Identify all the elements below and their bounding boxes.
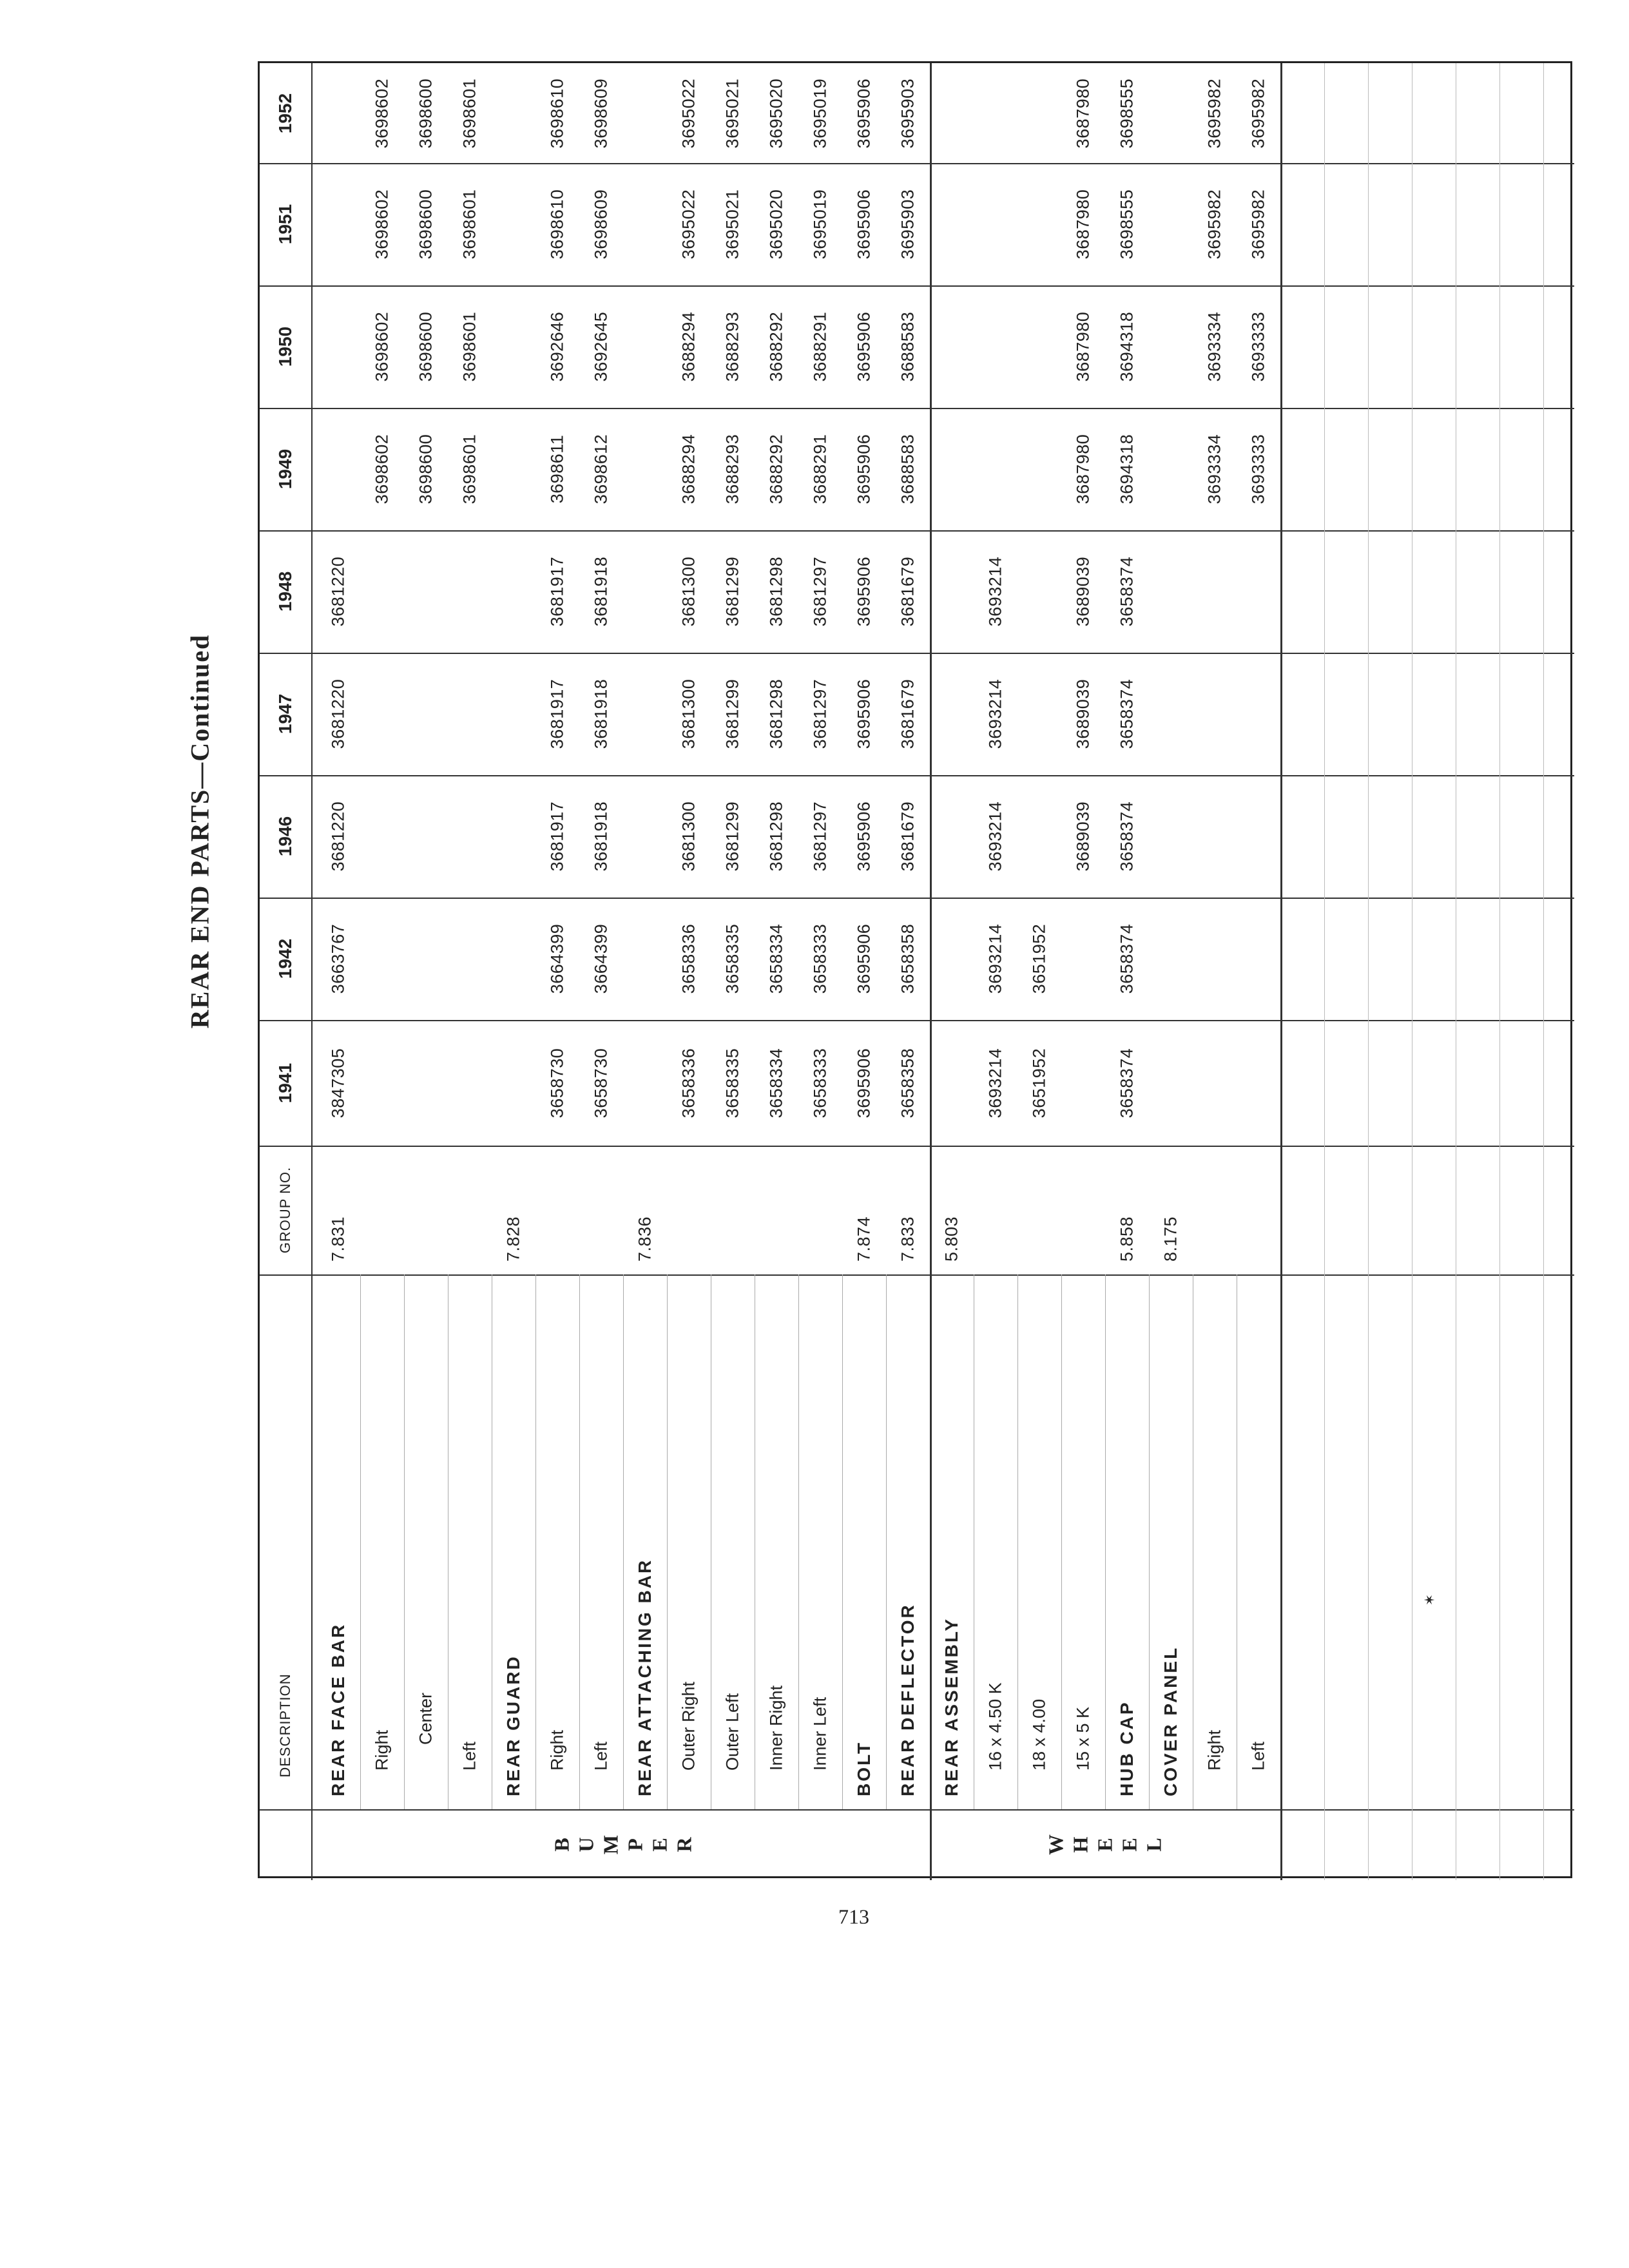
header-year-1952: 1952 (275, 93, 295, 133)
empty-row-divider (1368, 63, 1369, 1880)
header-year-1942: 1942 (275, 938, 295, 979)
row-group-no: 7.833 (898, 1216, 918, 1262)
row-value-1947: 3681297 (810, 678, 830, 749)
row-value-1951: 3695982 (1248, 189, 1268, 260)
row-value-1942: 3658334 (766, 923, 786, 994)
row-value-1947: 3658374 (1117, 678, 1137, 749)
row-value-1948: 3681297 (810, 556, 830, 627)
row-value-1948: 3693214 (985, 556, 1005, 627)
row-group-no: 7.874 (854, 1216, 874, 1262)
section-letter: P (623, 1838, 647, 1851)
row-value-1942: 3658374 (1117, 923, 1137, 994)
header-year-1947: 1947 (275, 693, 295, 735)
row-value-1948: 3695906 (854, 556, 874, 627)
section-letter: B (550, 1838, 574, 1852)
row-description: REAR ATTACHING BAR (635, 1558, 655, 1796)
row-value-1949: 3688294 (679, 434, 699, 505)
page-number: 713 (838, 1905, 869, 1928)
row-value-1951: 3695019 (810, 189, 830, 260)
row-description: REAR FACE BAR (328, 1622, 348, 1796)
row-value-1946: 3681220 (328, 801, 348, 872)
row-description: Right (372, 1729, 392, 1771)
row-value-1949: 3698602 (372, 434, 392, 505)
row-value-1951: 3698601 (459, 189, 479, 260)
row-value-1950: 3694318 (1117, 311, 1137, 382)
row-value-1951: 3698555 (1117, 189, 1137, 260)
row-value-1952: 3687980 (1073, 78, 1093, 148)
row-description: Left (459, 1741, 479, 1771)
row-value-1947: 3681220 (328, 678, 348, 749)
row-value-1948: 3681298 (766, 556, 786, 627)
row-value-1941: 3847305 (328, 1048, 348, 1118)
row-value-1950: 3687980 (1073, 311, 1093, 382)
section-letter: L (1142, 1838, 1166, 1852)
row-value-1946: 3681298 (766, 801, 786, 872)
row-divider (579, 1274, 580, 1809)
row-value-1952: 3698609 (591, 78, 611, 148)
row-group-no: 7.831 (328, 1216, 348, 1262)
row-value-1946: 3693214 (985, 801, 1005, 872)
row-divider (798, 1274, 799, 1809)
row-description: COVER PANEL (1161, 1646, 1181, 1796)
row-value-1942: 3664399 (591, 923, 611, 994)
row-description: HUB CAP (1117, 1700, 1137, 1796)
row-value-1950: 3693333 (1248, 311, 1268, 382)
row-group-no: 7.828 (503, 1216, 523, 1262)
row-value-1941: 3658336 (679, 1048, 699, 1118)
row-value-1948: 3658374 (1117, 556, 1137, 627)
row-value-1952: 3698555 (1117, 78, 1137, 148)
row-value-1951: 3698602 (372, 189, 392, 260)
row-value-1949: 3687980 (1073, 434, 1093, 505)
row-description: REAR GUARD (503, 1655, 523, 1796)
row-value-1950: 3692645 (591, 311, 611, 382)
section-letter: W (1044, 1834, 1068, 1855)
row-value-1941: 3658333 (810, 1048, 830, 1118)
band-divider (260, 1809, 1574, 1811)
row-value-1948: 3681918 (591, 556, 611, 627)
row-value-1950: 3698600 (416, 311, 436, 382)
section-letter: E (648, 1838, 671, 1852)
row-value-1946: 3681918 (591, 801, 611, 872)
row-description: REAR ASSEMBLY (941, 1617, 961, 1796)
row-value-1949: 3698600 (416, 434, 436, 505)
row-value-1952: 3698602 (372, 78, 392, 148)
row-value-1951: 3695903 (898, 189, 918, 260)
stray-mark: ✶ (1422, 1593, 1438, 1606)
row-value-1950: 3688583 (898, 311, 918, 382)
row-description: BOLT (854, 1740, 874, 1796)
row-value-1946: 3681679 (898, 801, 918, 872)
row-description: Center (416, 1692, 436, 1745)
row-value-1949: 3688292 (766, 434, 786, 505)
band-divider (260, 163, 1574, 164)
row-value-1952: 3695019 (810, 78, 830, 148)
row-value-1947: 3689039 (1073, 678, 1093, 749)
row-value-1949: 3693333 (1248, 434, 1268, 505)
row-description: Outer Left (722, 1693, 742, 1771)
row-value-1950: 3698602 (372, 311, 392, 382)
empty-row-divider (1324, 63, 1325, 1880)
row-group-no: 5.858 (1117, 1216, 1137, 1262)
page-title: REAR END PARTS—Continued (185, 633, 215, 1029)
row-value-1942: 3693214 (985, 923, 1005, 994)
row-value-1941: 3693214 (985, 1048, 1005, 1118)
row-value-1952: 3695022 (679, 78, 699, 148)
row-description: Left (1248, 1741, 1268, 1771)
row-value-1946: 3681917 (547, 801, 567, 872)
section-letter: U (574, 1837, 598, 1852)
row-value-1946: 3658374 (1117, 801, 1137, 872)
row-value-1952: 3698600 (416, 78, 436, 148)
row-divider (623, 1274, 624, 1809)
row-value-1951: 3695982 (1204, 189, 1224, 260)
row-value-1948: 3681917 (547, 556, 567, 627)
row-value-1947: 3693214 (985, 678, 1005, 749)
section-letter: M (599, 1834, 622, 1855)
section-letter: E (1093, 1838, 1117, 1852)
header-year-1951: 1951 (275, 204, 295, 245)
row-value-1946: 3681300 (679, 801, 699, 872)
row-description: Outer Right (679, 1681, 699, 1771)
row-value-1950: 3693334 (1204, 311, 1224, 382)
section-divider (1280, 63, 1282, 1880)
row-value-1951: 3687980 (1073, 189, 1093, 260)
row-value-1952: 3695982 (1204, 78, 1224, 148)
row-value-1947: 3681299 (722, 678, 742, 749)
row-divider (667, 1274, 668, 1809)
header-year-1949: 1949 (275, 448, 295, 490)
row-description: 18 x 4.00 (1029, 1698, 1049, 1771)
row-value-1941: 3658335 (722, 1048, 742, 1118)
row-value-1952: 3695982 (1248, 78, 1268, 148)
row-divider (1017, 1274, 1018, 1809)
row-value-1950: 3692646 (547, 311, 567, 382)
row-value-1948: 3681300 (679, 556, 699, 627)
row-value-1949: 3693334 (1204, 434, 1224, 505)
row-value-1950: 3688294 (679, 311, 699, 382)
row-group-no: 5.803 (941, 1216, 961, 1262)
header-year-1941: 1941 (275, 1062, 295, 1103)
row-value-1948: 3681220 (328, 556, 348, 627)
row-value-1952: 3695903 (898, 78, 918, 148)
row-divider (360, 1274, 361, 1809)
header-divider (311, 63, 313, 1880)
row-value-1950: 3695906 (854, 311, 874, 382)
row-value-1951: 3695021 (722, 189, 742, 260)
row-value-1947: 3681300 (679, 678, 699, 749)
empty-row-divider (1543, 63, 1544, 1880)
row-value-1942: 3658336 (679, 923, 699, 994)
band-divider (260, 1146, 1574, 1147)
row-divider (886, 1274, 887, 1809)
row-value-1946: 3689039 (1073, 801, 1093, 872)
row-value-1950: 3698601 (459, 311, 479, 382)
section-letter: E (1117, 1838, 1141, 1852)
band-divider (260, 1020, 1574, 1021)
row-description: 15 x 5 K (1073, 1706, 1093, 1771)
row-value-1941: 3658730 (591, 1048, 611, 1118)
row-description: REAR DEFLECTOR (898, 1603, 918, 1796)
row-divider (535, 1274, 536, 1809)
row-value-1949: 3698611 (547, 434, 567, 504)
row-value-1952: 3695906 (854, 78, 874, 148)
row-group-no: 7.836 (635, 1216, 655, 1262)
row-value-1952: 3698601 (459, 78, 479, 148)
row-divider (842, 1274, 843, 1809)
section-letter: H (1068, 1836, 1092, 1853)
header-year-1950: 1950 (275, 326, 295, 367)
section-letter: R (672, 1837, 696, 1852)
row-value-1951: 3695020 (766, 189, 786, 260)
row-value-1952: 3698610 (547, 78, 567, 148)
row-value-1942: 3651952 (1029, 923, 1049, 994)
row-divider (1149, 1274, 1150, 1809)
row-value-1951: 3695906 (854, 189, 874, 260)
band-divider (260, 653, 1574, 654)
row-value-1942: 3695906 (854, 923, 874, 994)
row-description: Left (591, 1741, 611, 1771)
row-description: 16 x 4.50 K (985, 1682, 1005, 1771)
band-divider (260, 408, 1574, 409)
row-value-1952: 3695021 (722, 78, 742, 148)
row-description: Inner Left (810, 1696, 830, 1771)
row-value-1941: 3658730 (547, 1048, 567, 1118)
row-value-1949: 3688293 (722, 434, 742, 505)
row-value-1946: 3695906 (854, 801, 874, 872)
row-value-1946: 3681297 (810, 801, 830, 872)
row-value-1950: 3688293 (722, 311, 742, 382)
row-value-1949: 3688583 (898, 434, 918, 505)
row-value-1947: 3681679 (898, 678, 918, 749)
row-value-1942: 3663767 (328, 923, 348, 994)
row-value-1952: 3695020 (766, 78, 786, 148)
row-value-1947: 3695906 (854, 678, 874, 749)
row-value-1942: 3658358 (898, 923, 918, 994)
row-value-1946: 3681299 (722, 801, 742, 872)
row-value-1951: 3698610 (547, 189, 567, 260)
empty-row-divider (1499, 63, 1500, 1880)
row-divider (404, 1274, 405, 1809)
row-value-1951: 3695022 (679, 189, 699, 260)
row-value-1941: 3695906 (854, 1048, 874, 1118)
row-value-1949: 3698601 (459, 434, 479, 505)
header-description: DESCRIPTION (277, 1673, 293, 1778)
row-description: Inner Right (766, 1685, 786, 1771)
row-value-1950: 3688291 (810, 311, 830, 382)
row-value-1947: 3681298 (766, 678, 786, 749)
row-divider (1061, 1274, 1062, 1809)
header-group-no: GROUP NO. (277, 1166, 293, 1254)
row-value-1948: 3681299 (722, 556, 742, 627)
row-value-1941: 3651952 (1029, 1048, 1049, 1118)
row-value-1951: 3698609 (591, 189, 611, 260)
band-divider (260, 285, 1574, 287)
band-divider (260, 898, 1574, 899)
row-value-1941: 3658358 (898, 1048, 918, 1118)
row-value-1949: 3695906 (854, 434, 874, 505)
row-value-1947: 3681918 (591, 678, 611, 749)
row-value-1950: 3688292 (766, 311, 786, 382)
band-divider (260, 775, 1574, 776)
row-value-1942: 3658335 (722, 923, 742, 994)
row-divider (1105, 1274, 1106, 1809)
row-value-1949: 3688291 (810, 434, 830, 505)
row-value-1949: 3698612 (591, 434, 611, 505)
row-value-1942: 3658333 (810, 923, 830, 994)
row-value-1951: 3698600 (416, 189, 436, 260)
row-description: Right (1204, 1729, 1224, 1771)
row-group-no: 8.175 (1161, 1216, 1181, 1262)
row-value-1941: 3658334 (766, 1048, 786, 1118)
header-year-1948: 1948 (275, 571, 295, 612)
section-divider (930, 63, 932, 1880)
row-value-1947: 3681917 (547, 678, 567, 749)
row-value-1948: 3689039 (1073, 556, 1093, 627)
band-divider (260, 530, 1574, 532)
parts-table (258, 61, 1572, 1878)
row-value-1948: 3681679 (898, 556, 918, 627)
row-value-1949: 3694318 (1117, 434, 1137, 505)
row-value-1941: 3658374 (1117, 1048, 1137, 1118)
row-description: Right (547, 1729, 567, 1771)
row-value-1942: 3664399 (547, 923, 567, 994)
band-divider (260, 1274, 1574, 1276)
header-year-1946: 1946 (275, 816, 295, 857)
